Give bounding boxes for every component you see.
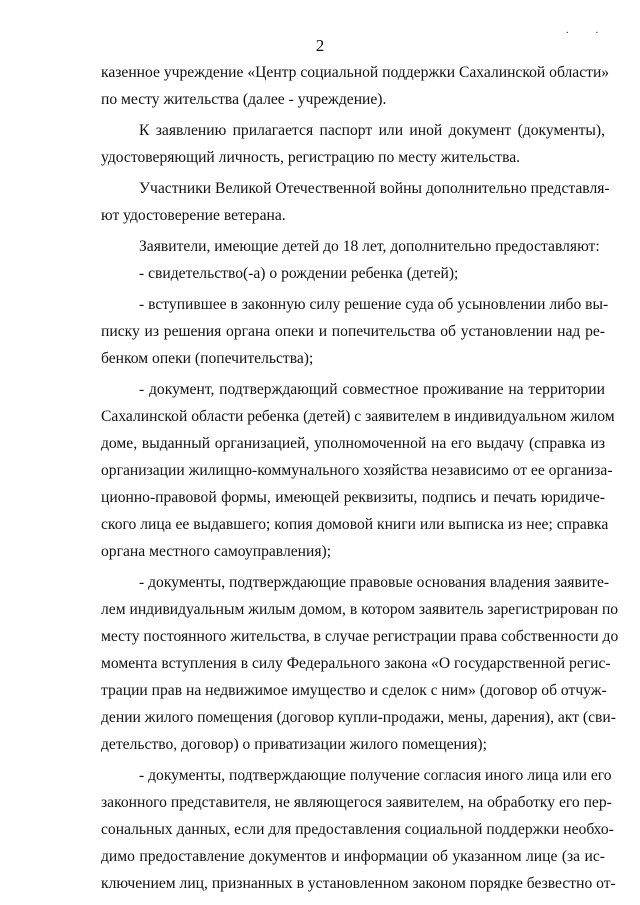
text-line: ского лица ее выдавшего; копия домовой книги или выписка из нее; справка — [101, 516, 609, 533]
text-line: лем индивидуальным жилым домом, в котором заявитель зарегистрирован по — [101, 601, 619, 618]
text-line: удостоверяющий личность, регистрацию по месту жительства. — [101, 149, 521, 166]
paragraph-start-line: Участники Великой Отечественной войны дополнительно представля- — [139, 180, 610, 197]
list-item-line: - документы, подтверждающие получение согласия иного лица или его — [139, 767, 612, 784]
text-line: писку из решения органа опеки и попечительства об установлении над ре- — [101, 323, 605, 340]
text-line: по месту жительства (далее - учреждение). — [101, 91, 387, 108]
list-item-line: - свидетельство(-а) о рождении ребенка (детей); — [139, 265, 459, 282]
page-number: 2 — [315, 36, 325, 55]
text-line: законного представителя, не являющегося заявителем, на обработку его пер- — [101, 794, 612, 811]
paragraph-start-line: Заявители, имеющие детей до 18 лет, дополнительно предоставляют: — [139, 238, 600, 255]
text-line: сональных данных, если для предоставления социальной поддержки необхо- — [101, 821, 614, 838]
text-line: казенное учреждение «Центр социальной поддержки Сахалинской области» — [101, 64, 610, 81]
text-line: ционно-правовой формы, имеющей реквизиты, подпись и печать юридиче- — [101, 489, 605, 506]
text-line: Сахалинской области ребенка (детей) с заявителем в индивидуальном жилом — [101, 408, 615, 425]
scan-corner-marks: . . — [566, 24, 611, 36]
paragraph-start-line: К заявлению прилагается паспорт или иной документ (документы), — [139, 122, 605, 139]
text-line: детельство, договор) о приватизации жилого помещения); — [101, 736, 487, 753]
text-line: организации жилищно-коммунального хозяйства независимо от ее организа- — [101, 462, 613, 479]
text-line: ключением лиц, признанных в установленном законом порядке безвестно от- — [101, 875, 616, 892]
text-line: трации прав на недвижимое имущество и сделок с ним» (договор об отчуж- — [101, 682, 607, 699]
text-line: ют удостоверение ветерана. — [101, 207, 286, 224]
list-item-line: - вступившее в законную силу решение суда об усыновлении либо вы- — [139, 296, 609, 313]
list-item-line: - документ, подтверждающий совместное проживание на территории — [139, 381, 605, 398]
text-line: доме, выданный организацией, уполномоченной на его выдачу (справка из — [101, 435, 605, 452]
text-line: бенком опеки (попечительства); — [101, 350, 314, 367]
text-line: димо предоставление документов и информации об указанном лице (за ис- — [101, 848, 605, 865]
text-line: органа местного самоуправления); — [101, 543, 332, 560]
text-line: момента вступления в силу Федерального закона «О государственной регис- — [101, 655, 611, 672]
list-item-line: - документы, подтверждающие правовые основания владения заявите- — [139, 574, 610, 591]
text-line: месту постоянного жительства, в случае регистрации права собственности до — [101, 628, 619, 645]
text-line: дении жилого помещения (договор купли-продажи, мены, дарения), акт (сви- — [101, 709, 616, 726]
